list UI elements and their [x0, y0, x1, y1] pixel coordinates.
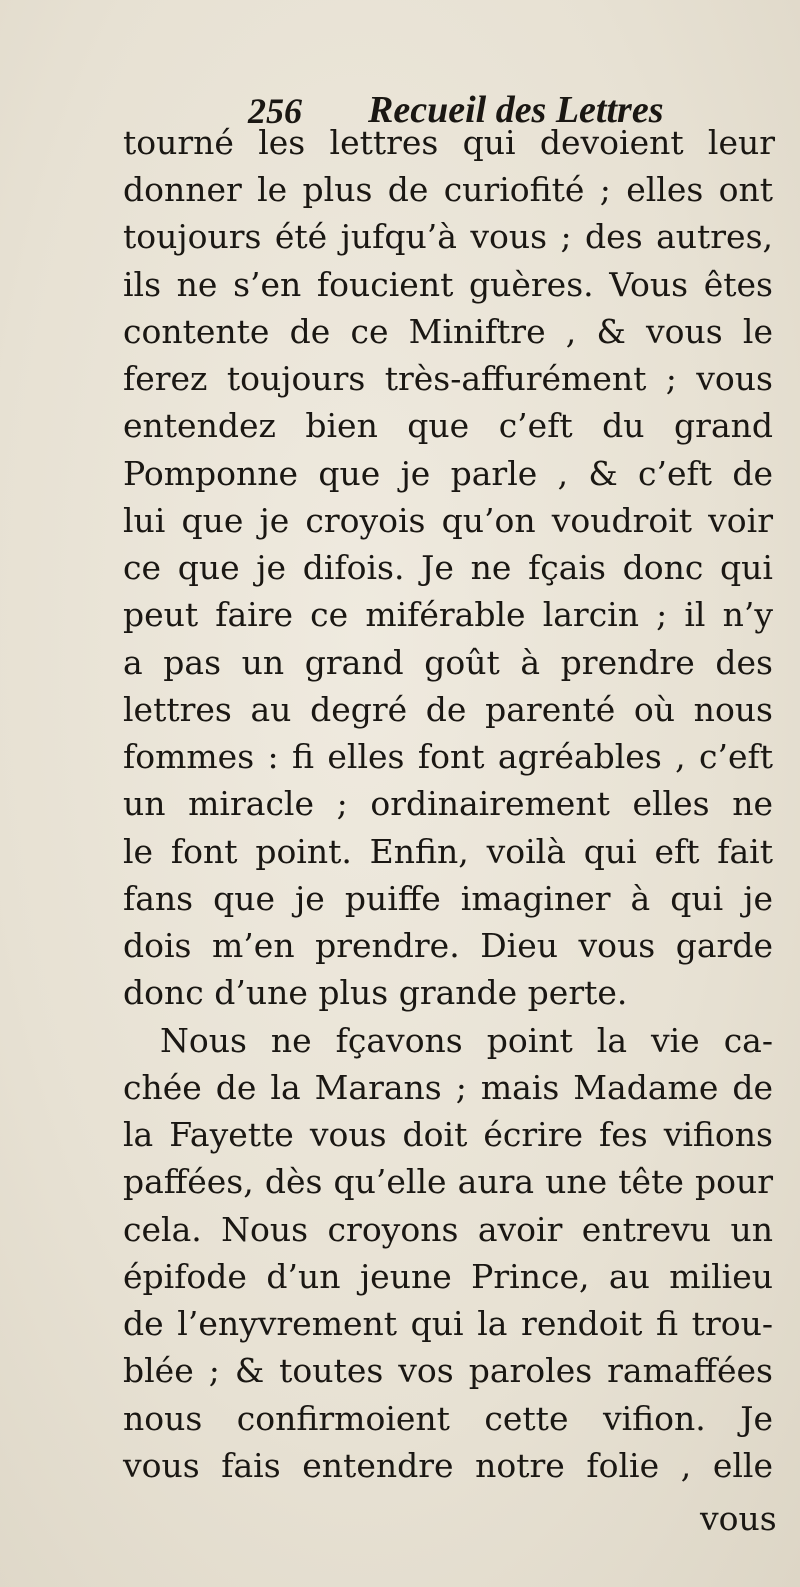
- text-line: nous confirmoient cette vifion. Je: [123, 1399, 773, 1438]
- text-line: blée ; & toutes vos paroles ramaffées: [123, 1351, 773, 1390]
- text-line: tourné les lettres qui devoient leur: [123, 123, 775, 162]
- text-line: Nous ne fçavons point la vie ca-: [160, 1021, 773, 1060]
- text-line: toujours été jufqu’à vous ; des autres,: [123, 217, 773, 256]
- text-line: lettres au degré de parenté où nous: [123, 690, 773, 729]
- catchword: vous: [700, 1499, 777, 1538]
- text-line: chée de la Marans ; mais Madame de: [123, 1068, 773, 1107]
- page-number: 256: [248, 91, 302, 131]
- text-line: Pomponne que je parle , & c’eft de: [123, 454, 773, 493]
- text-line: fommes : fi elles font agréables , c’eft: [123, 737, 773, 776]
- text-line: le font point. Enfin, voilà qui eft fait: [123, 832, 773, 871]
- text-line: donc d’une plus grande perte.: [123, 973, 628, 1012]
- text-line: cela. Nous croyons avoir entrevu un: [123, 1210, 773, 1249]
- text-line: épifode d’un jeune Prince, au milieu: [123, 1257, 773, 1296]
- text-line: la Fayette vous doit écrire fes vifions: [123, 1115, 773, 1154]
- text-line: fans que je puiffe imaginer à qui je: [123, 879, 773, 918]
- text-line: ce que je difois. Je ne fçais donc qui: [123, 548, 773, 587]
- text-line: contente de ce Miniftre , & vous le: [123, 312, 773, 351]
- running-title: Recueil des Lettres: [368, 89, 664, 131]
- text-line: peut faire ce miférable larcin ; il n’y: [123, 595, 773, 634]
- text-line: dois m’en prendre. Dieu vous garde: [123, 926, 773, 965]
- text-line: vous fais entendre notre folie , elle: [123, 1446, 773, 1485]
- text-line: entendez bien que c’eft du grand: [123, 406, 773, 445]
- text-line: un miracle ; ordinairement elles ne: [123, 784, 773, 823]
- text-line: donner le plus de curiofité ; elles ont: [123, 170, 773, 209]
- text-line: a pas un grand goût à prendre des: [123, 643, 773, 682]
- text-line: lui que je croyois qu’on voudroit voir: [123, 501, 773, 540]
- text-line: de l’enyvrement qui la rendoit fi trou-: [123, 1304, 773, 1343]
- text-line: paffées, dès qu’elle aura une tête pour: [123, 1162, 773, 1201]
- text-line: ils ne s’en foucient guères. Vous êtes: [123, 265, 773, 304]
- text-line: ferez toujours très-affurément ; vous: [123, 359, 773, 398]
